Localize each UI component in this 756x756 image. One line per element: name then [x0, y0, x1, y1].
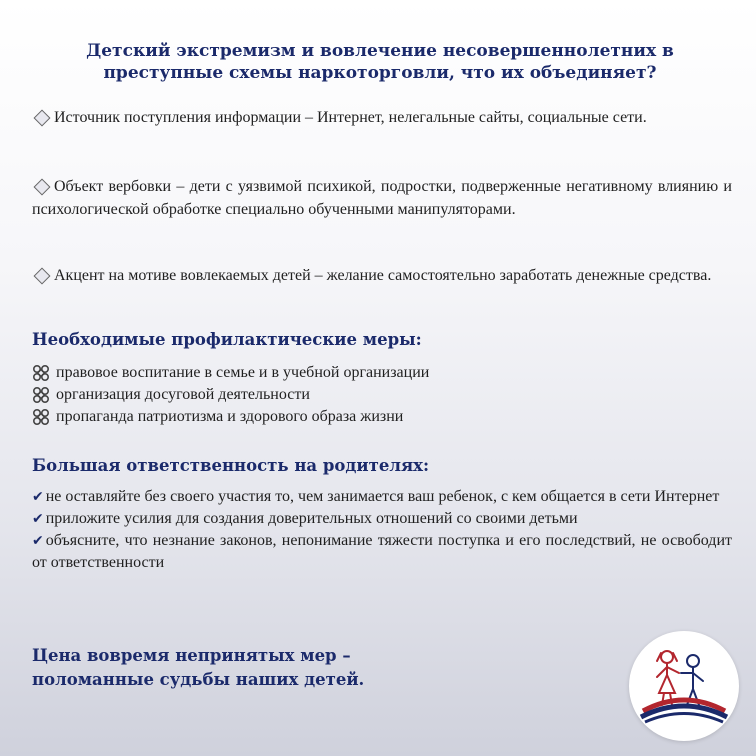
diamond-outline-icon — [34, 178, 51, 195]
knot-icon — [32, 364, 50, 382]
list-item — [32, 362, 732, 384]
checkmark-icon: ✔ — [32, 533, 44, 549]
list-item-text: пропаганда патриотизма и здорового образа жизни — [56, 408, 404, 425]
list-item-text: приложите усилия для создания доверительных отношений со своими детьми — [45, 510, 578, 527]
diamond-outline-icon — [34, 267, 51, 284]
closing-line-2: поломанные судьбы наших детей. — [32, 670, 365, 689]
title-line-2: преступные схемы наркоторговли, что их объединяет? — [103, 63, 657, 83]
point-text: Акцент на мотиве вовлекаемых детей – желание самостоятельно заработать денежные средства. — [54, 267, 712, 284]
diamond-outline-icon — [34, 109, 51, 126]
checkmark-icon: ✔ — [32, 511, 44, 527]
point-motive — [32, 264, 732, 287]
checkmark-icon: ✔ — [32, 489, 44, 505]
point-source — [32, 106, 732, 129]
prevention-list — [32, 362, 732, 428]
list-item — [32, 406, 732, 428]
knot-icon — [32, 408, 50, 426]
list-item — [32, 508, 732, 530]
list-item-text: правовое воспитание в семье и в учебной организации — [56, 364, 430, 381]
list-item — [32, 486, 732, 508]
list-item-text: не оставляйте без своего участия то, чем занимается ваш ребенок, с кем общается в сети Интернет — [45, 488, 720, 505]
closing-line-1: Цена вовремя непринятых мер – — [32, 646, 351, 665]
parents-list — [32, 486, 732, 574]
list-item-text: организация досуговой деятельности — [56, 386, 310, 403]
point-recruitment — [32, 175, 732, 221]
list-item-text: объясните, что незнание законов, непонимание тяжести поступка и его последствий, не освободит от ответственности — [32, 532, 732, 571]
knot-icon — [32, 386, 50, 404]
children-logo-icon — [629, 631, 739, 741]
prevention-heading: Необходимые профилактические меры: — [32, 330, 422, 349]
page-title — [70, 40, 690, 84]
point-text: Объект вербовки – дети с уязвимой психикой, подростки, подверженные негативному влиянию и психологической обработке специально обученными манипуляторами. — [32, 178, 732, 218]
parents-heading: Большая ответственность на родителях: — [32, 456, 430, 475]
list-item — [32, 530, 732, 574]
closing-statement — [32, 644, 364, 692]
point-text: Источник поступления информации – Интернет, нелегальные сайты, социальные сети. — [54, 109, 647, 126]
list-item — [32, 384, 732, 406]
title-line-1: Детский экстремизм и вовлечение несовершеннолетних в — [86, 41, 674, 61]
